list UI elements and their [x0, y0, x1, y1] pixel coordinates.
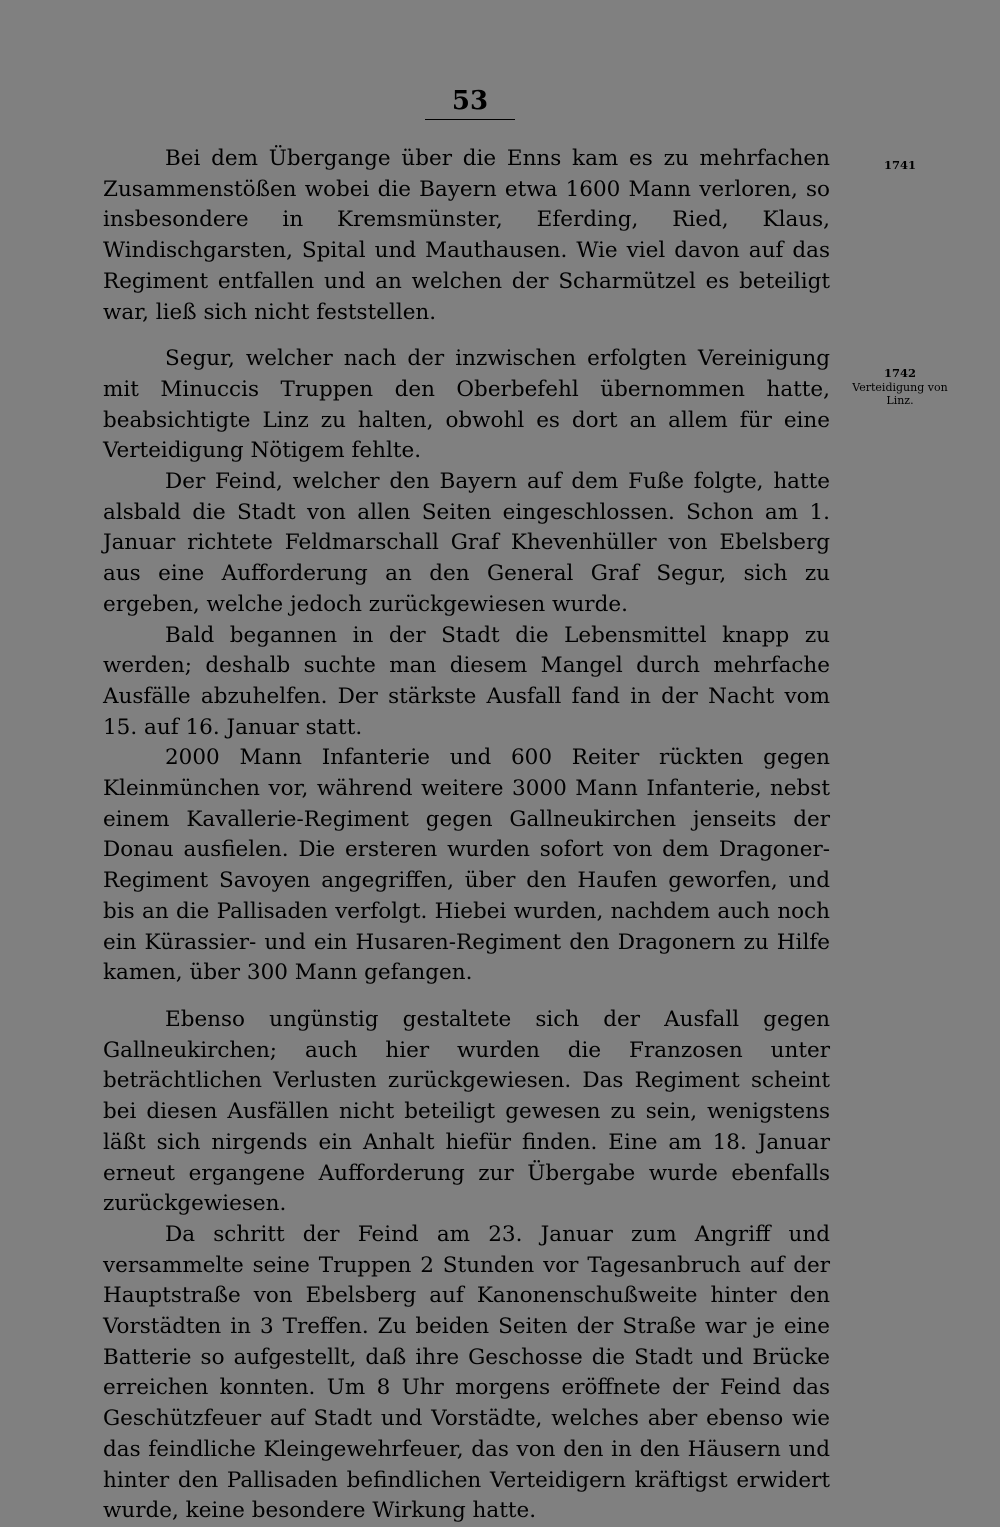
margin-note-1741: [840, 158, 960, 173]
paragraph: Da schritt der Feind am 23. Januar zum Angriff und versammelte seine Truppen 2 Stunden vor Tagesanbruch auf der Hauptstraße von Ebelsberg auf Kanonenschußweite hinter den Vorstädten in 3 Treffen. Zu beiden Seiten der Straße war je eine Batterie so aufgestellt, daß ihre Geschosse die Stadt und Brücke erreichen konnten. Um 8 Uhr morgens eröffnete der Feind das Geschützfeuer auf Stadt und Vorstädte, welches aber ebenso wie das feindliche Kleingewehrfeuer, das von den in den Häusern und hinter den Pallisaden befindlichen Verteidigern kräftigst erwidert wurde, keine besondere Wirkung hatte.: [103, 1221, 830, 1524]
margin-year: 1742: [883, 366, 916, 380]
paragraph: Ebenso ungünstig gestaltete sich der Ausfall gegen Gallneukirchen; auch hier wurden die Franzosen unter beträchtlichen Verlusten zurückgewiesen. Das Regiment scheint bei diesen Ausfällen nicht beteiligt gewesen zu sein, wenigstens läßt sich nirgends ein Anhalt hiefür finden. Eine am 18. Januar erneut ergangene Aufforderung zur Übergabe wurde ebenfalls zurückgewiesen.: [103, 1006, 830, 1217]
paragraph: Bald begannen in der Stadt die Lebensmittel knapp zu werden; deshalb suchte man diesem Mangel durch mehrfache Ausfälle abzuhelfen. Der stärkste Ausfall fand in der Nacht vom 15. auf 16. Januar statt.: [103, 622, 830, 740]
margin-year: 1741: [883, 158, 916, 172]
paragraph: Der Feind, welcher den Bayern auf dem Fuße folgte, hatte alsbald die Stadt von allen Seiten eingeschlossen. Schon am 1. Januar richtete Feldmarschall Graf Khevenhüller von Ebelsberg aus eine Aufforderung an den General Graf Segur, sich zu ergeben, welche jedoch zurückgewiesen wurde.: [103, 469, 830, 617]
margin-note-text: Verteidigung von Linz.: [852, 381, 948, 407]
paragraph: 2000 Mann Infanterie und 600 Reiter rückten gegen Kleinmünchen vor, während weitere 3000 Mann Infanterie, nebst einem Kavallerie-Regiment gegen Gallneukirchen jenseits der Donau ausfielen. Die ersteren wurden sofort von dem Dragoner-Regiment Savoyen angegriffen, über den Haufen geworfen, und bis an die Pallisaden verfolgt. Hiebei wurden, nachdem auch noch ein Kürassier- und ein Husaren-Regiment den Dragonern zu Hilfe kamen, über 300 Mann gefangen.: [103, 745, 830, 986]
page-number-rule: [425, 119, 515, 120]
paragraph: Segur, welcher nach der inzwischen erfolgten Vereinigung mit Minuccis Truppen den Oberbefehl übernommen hatte, beabsichtigte Linz zu halten, obwohl es dort an allem für eine Verteidigung Nötigem fehlte.: [103, 346, 830, 464]
page-number: 53: [451, 86, 489, 116]
margin-note-1742: [840, 366, 960, 407]
body-text: [103, 144, 830, 1527]
paragraph: Bei dem Übergange über die Enns kam es zu mehrfachen Zusammenstößen wobei die Bayern etwa 1600 Mann verloren, so insbesondere in Kremsmünster, Eferding, Ried, Klaus, Windischgarsten, Spital und Mauthausen. Wie viel davon auf das Regiment entfallen und an welchen der Scharmützel es beteiligt war, ließ sich nicht feststellen.: [103, 146, 830, 325]
